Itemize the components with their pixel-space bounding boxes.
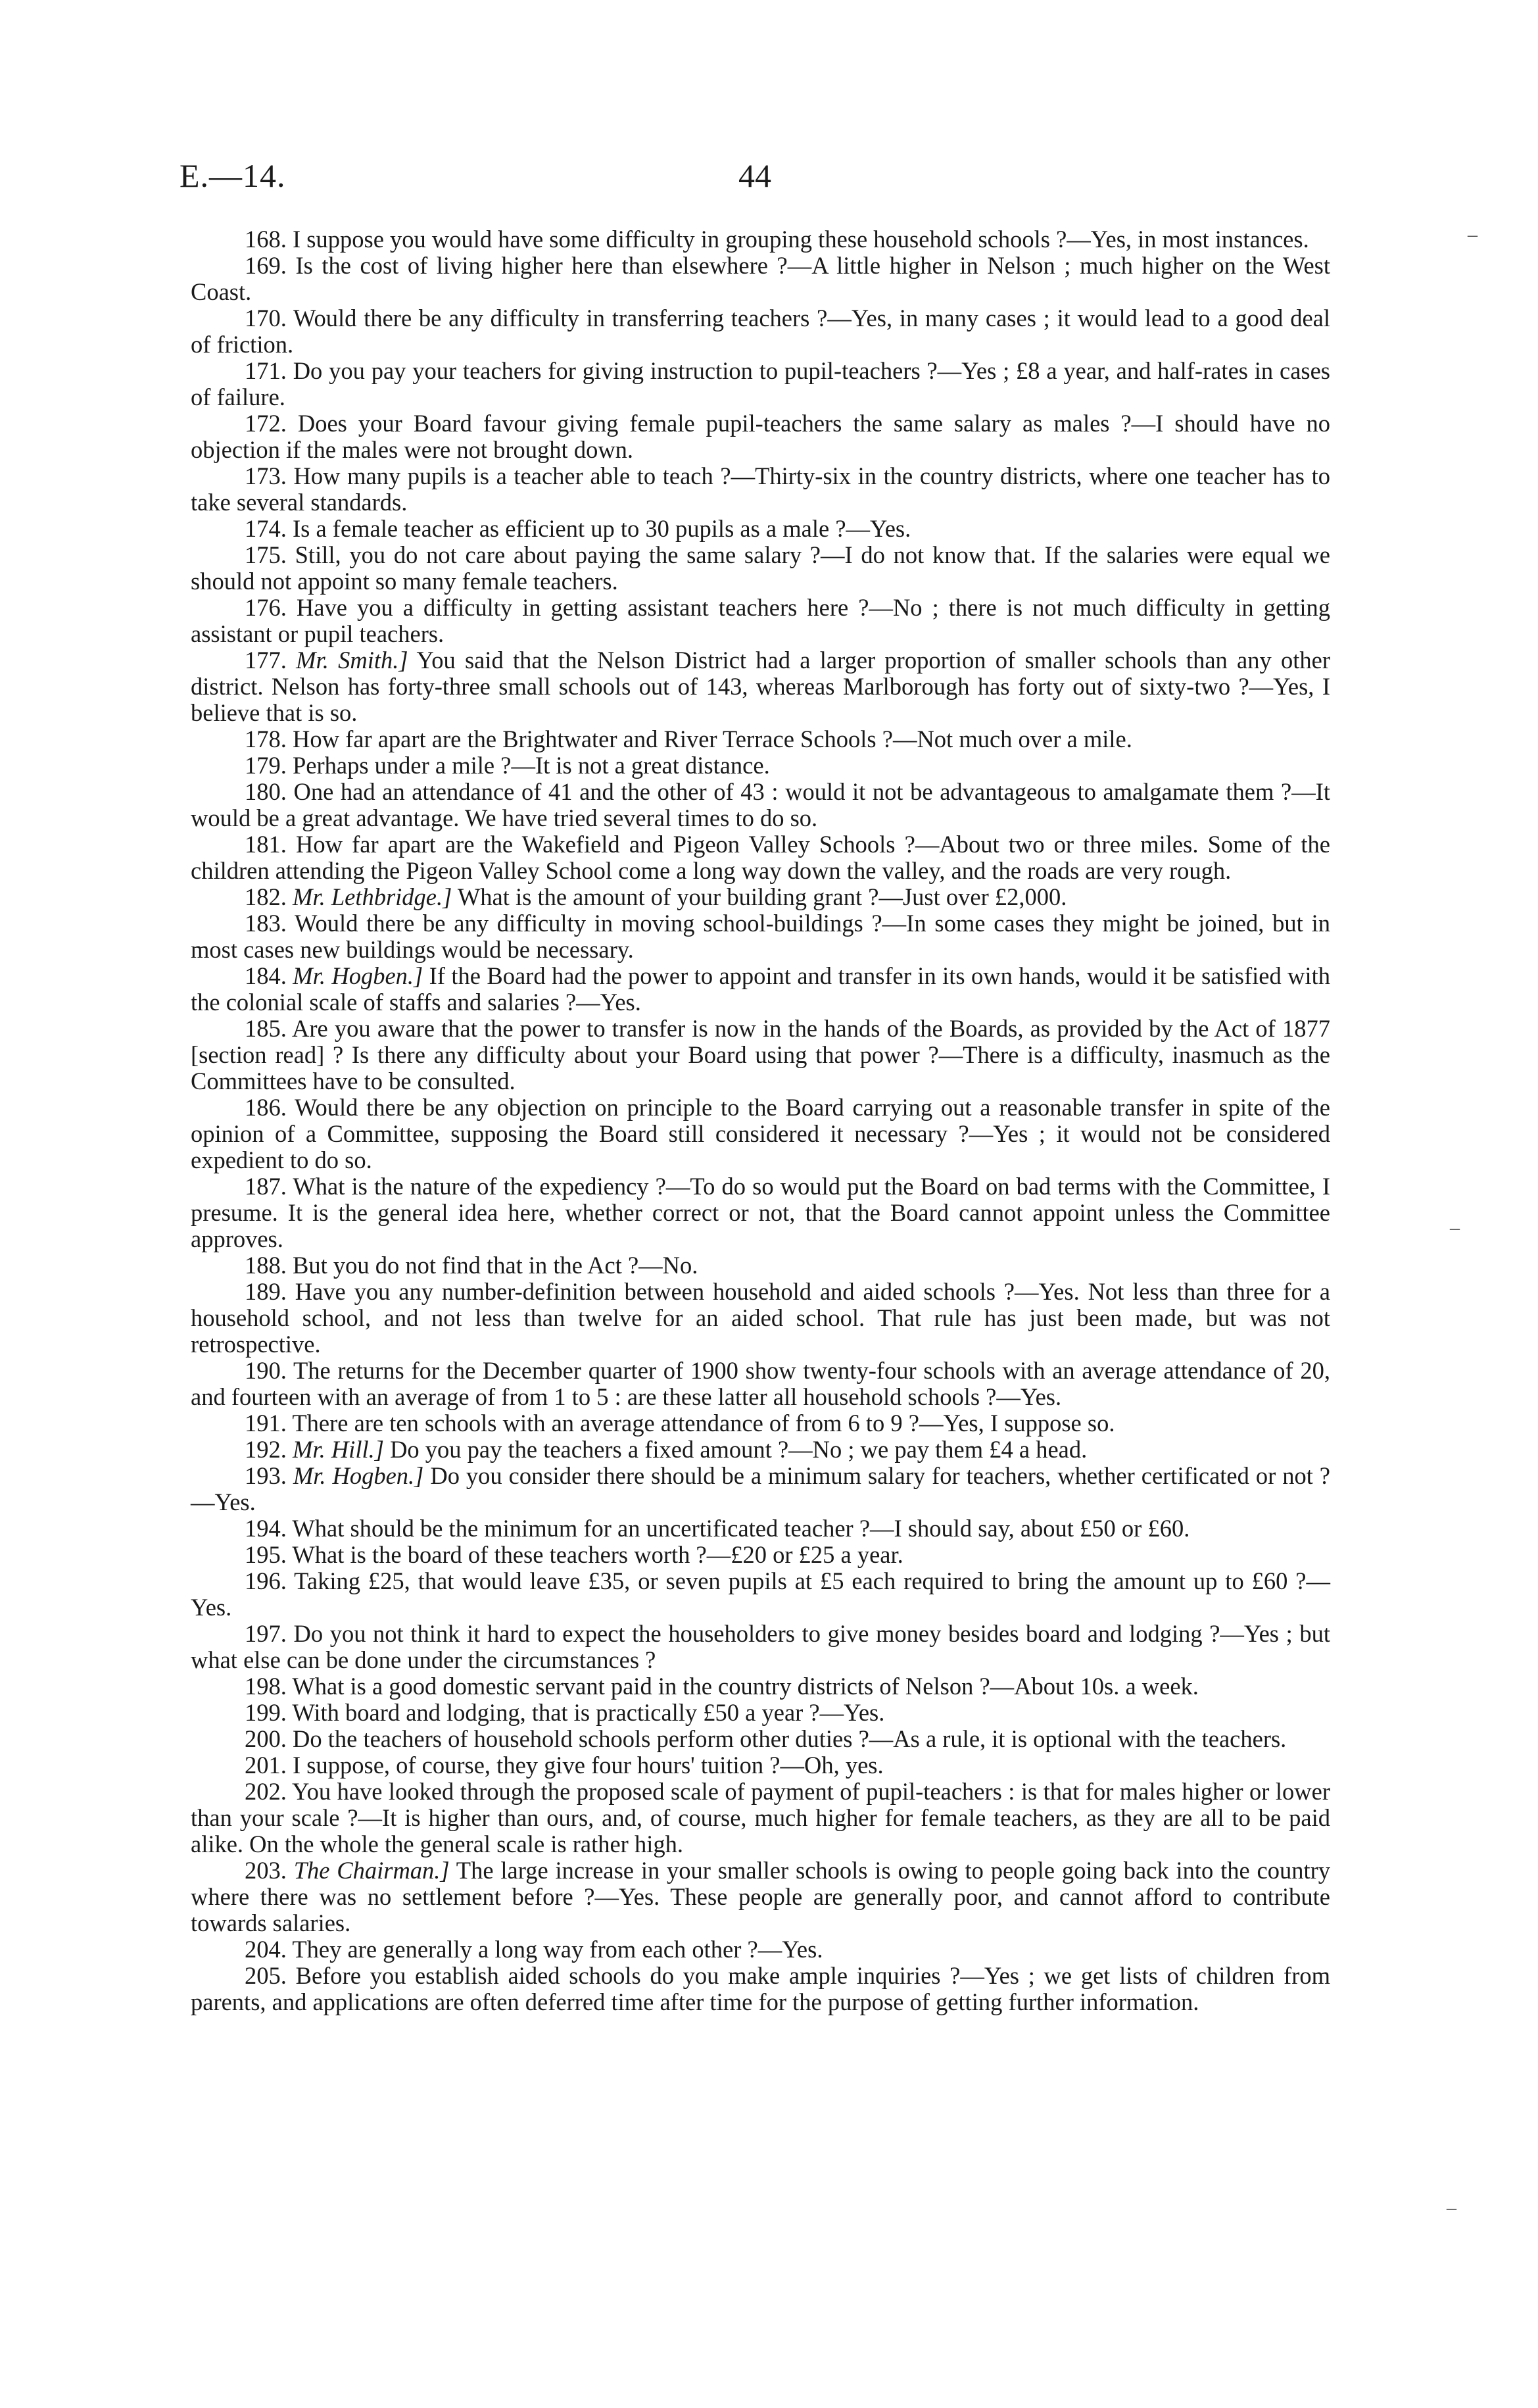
question-text: The returns for the December quarter of 1900 show twenty-four schools with an average attendance of 20, and fourteen with an average of from 1 to 5 : are these latter all household schools ?—Yes. [191, 1357, 1331, 1410]
qa-paragraph [191, 1094, 1330, 1173]
question-number: 197. [245, 1620, 287, 1647]
qa-paragraph [191, 884, 1330, 910]
qa-paragraph [191, 1726, 1330, 1752]
question-number: 189. [245, 1278, 287, 1305]
question-number: 201. [245, 1752, 287, 1779]
speaker-name: Mr. Hill.] [293, 1436, 384, 1463]
question-text: What is the board of these teachers worth ?—£20 or £25 a year. [292, 1541, 903, 1568]
question-text: I suppose you would have some difficulty in grouping these household schools ?—Yes, in most instances. [293, 226, 1309, 253]
qa-paragraph [191, 1542, 1330, 1568]
question-text: The large increase in your smaller schools is owing to people going back into the country where there was no settlement before ?—Yes. These people are generally poor, and cannot afford to contribute towards salaries. [191, 1857, 1330, 1936]
qa-paragraph [191, 226, 1330, 253]
question-number: 183. [245, 910, 287, 937]
question-number: 200. [245, 1725, 287, 1752]
question-text: I suppose, of course, they give four hours' tuition ?—Oh, yes. [293, 1752, 884, 1779]
question-number: 174. [245, 515, 287, 542]
question-text: Are you aware that the power to transfer is now in the hands of the Boards, as provided by the Act of 1877 [section read] ? Is there any difficulty about your Board using that power ?—There is a difficulty, inasmuch as the Committees have to be consulted. [191, 1015, 1330, 1094]
question-number: 190. [245, 1357, 287, 1384]
question-text: Would there be any difficulty in transferring teachers ?—Yes, in many cases ; it would lead to a good deal of friction. [191, 305, 1330, 358]
question-number: 172. [245, 410, 287, 437]
question-text: Do you consider there should be a minimum salary for teachers, whether certificated or not ?—Yes. [191, 1462, 1331, 1515]
qa-paragraph [191, 963, 1330, 1016]
question-number: 184. [245, 962, 287, 989]
speaker-name: Mr. Lethbridge.] [293, 883, 452, 910]
question-number: 173. [245, 462, 287, 489]
qa-paragraph [191, 1410, 1330, 1437]
qa-paragraph [191, 1779, 1330, 1857]
qa-paragraph [191, 516, 1330, 542]
question-number: 186. [245, 1094, 287, 1121]
qa-paragraph [191, 542, 1330, 595]
qa-paragraph [191, 463, 1330, 516]
question-text: Do you pay your teachers for giving instruction to pupil-teachers ?—Yes ; £8 a year, and half-rates in cases of failure. [191, 357, 1331, 410]
speaker-name: Mr. Hogben.] [293, 962, 423, 989]
question-text: Does your Board favour giving female pupil-teachers the same salary as males ?—I should have no objection if the males were not brought down. [191, 410, 1331, 463]
question-text: But you do not find that in the Act ?—No. [293, 1252, 698, 1279]
qa-paragraph [191, 647, 1330, 726]
qa-paragraph [191, 1673, 1330, 1700]
qa-paragraph [191, 1437, 1330, 1463]
question-number: 179. [245, 752, 287, 779]
margin-mark: ‒ [1468, 224, 1478, 245]
qa-paragraph [191, 1857, 1330, 1936]
qa-paragraph [191, 910, 1330, 963]
question-number: 175. [245, 541, 287, 568]
question-text: Before you establish aided schools do you make ample inquiries ?—Yes ; we get lists of children from parents, and applications are often deferred time after time for the purpose of getting further information. [191, 1962, 1331, 2015]
question-number: 170. [245, 305, 287, 332]
question-text: What is the nature of the expediency ?—To do so would put the Board on bad terms with the Committee, I presume. It is the general idea here, whether correct or not, that the Board cannot appoint unless the Committee approves. [191, 1173, 1331, 1252]
qa-paragraph [191, 305, 1330, 358]
question-text: Do the teachers of household schools perform other duties ?—As a rule, it is optional with the teachers. [293, 1725, 1287, 1752]
qa-paragraph [191, 1016, 1330, 1094]
qa-paragraph [191, 1568, 1330, 1621]
qa-paragraph [191, 1279, 1330, 1358]
question-number: 176. [245, 594, 287, 621]
question-number: 192. [245, 1436, 287, 1463]
question-text: Is a female teacher as efficient up to 30 pupils as a male ?—Yes. [293, 515, 911, 542]
qa-paragraph [191, 1936, 1330, 1963]
question-text: There are ten schools with an average attendance of from 6 to 9 ?—Yes, I suppose so. [292, 1410, 1115, 1437]
qa-paragraph [191, 779, 1330, 831]
question-number: 178. [245, 725, 287, 752]
question-number: 187. [245, 1173, 287, 1200]
question-text: You have looked through the proposed scale of payment of pupil-teachers : is that for males higher or lower than your scale ?—It is higher than ours, and, of course, much higher for female teachers, as they are all to be paid alike. On the whole the general scale is rather high. [191, 1778, 1330, 1857]
question-text: Perhaps under a mile ?—It is not a great distance. [293, 752, 770, 779]
question-text: How many pupils is a teacher able to teach ?—Thirty-six in the country districts, where one teacher has to take several standards. [191, 462, 1330, 516]
qa-paragraph [191, 1752, 1330, 1779]
document-body [191, 226, 1330, 2015]
question-text: One had an attendance of 41 and the other of 43 : would it not be advantageous to amalgamate them ?—It would be a great advantage. We have tried several times to do so. [191, 778, 1331, 831]
qa-paragraph [191, 1700, 1330, 1726]
speaker-name: Mr. Smith.] [296, 647, 408, 674]
qa-paragraph [191, 752, 1330, 779]
question-text: Do you pay the teachers a fixed amount ?—No ; we pay them £4 a head. [390, 1436, 1088, 1463]
question-number: 168. [245, 226, 287, 253]
qa-paragraph [191, 253, 1330, 305]
qa-paragraph [191, 1963, 1330, 2015]
qa-paragraph [191, 726, 1330, 752]
qa-paragraph [191, 1252, 1330, 1279]
qa-paragraph [191, 1173, 1330, 1252]
question-text: Still, you do not care about paying the same salary ?—I do not know that. If the salaries were equal we should not appoint so many female teachers. [191, 541, 1331, 595]
question-text: They are generally a long way from each other ?—Yes. [292, 1936, 823, 1963]
question-number: 199. [245, 1699, 287, 1726]
question-number: 182. [245, 883, 287, 910]
question-number: 204. [245, 1936, 287, 1963]
page-number: 44 [738, 157, 771, 194]
question-text: Have you a difficulty in getting assistant teachers here ?—No ; there is not much difficulty in getting assistant or pupil teachers. [191, 594, 1330, 647]
question-text: Taking £25, that would leave £35, or seven pupils at £5 each required to bring the amount up to £60 ?—Yes. [191, 1567, 1330, 1621]
qa-paragraph [191, 1463, 1330, 1515]
document-reference: E.—14. [180, 157, 286, 194]
qa-paragraph [191, 831, 1330, 884]
question-number: 194. [245, 1515, 287, 1542]
question-text: You said that the Nelson District had a larger proportion of smaller schools than any other district. Nelson has forty-three small schools out of 143, whereas Marlborough has forty out of sixty-two ?—Yes, I believe that is so. [191, 647, 1330, 726]
question-number: 202. [245, 1778, 287, 1805]
question-text: How far apart are the Wakefield and Pigeon Valley Schools ?—About two or three miles. Some of the children attending the Pigeon Valley School come a long way down the valley, and the roads are very rough. [191, 831, 1330, 884]
question-number: 191. [245, 1410, 287, 1437]
question-text: Do you not think it hard to expect the householders to give money besides board and lodging ?—Yes ; but what else can be done under the circumstances ? [191, 1620, 1330, 1673]
question-text: Have you any number-definition between household and aided schools ?—Yes. Not less than three for a household school, and not less than twelve for an aided school. That rule has just been made, but was not retrospective. [191, 1278, 1330, 1358]
question-number: 205. [245, 1962, 287, 1989]
question-text: What is the amount of your building grant ?—Just over £2,000. [457, 883, 1067, 910]
question-number: 169. [245, 252, 287, 279]
qa-paragraph [191, 358, 1330, 410]
qa-paragraph [191, 1621, 1330, 1673]
question-text: With board and lodging, that is practically £50 a year ?—Yes. [292, 1699, 885, 1726]
question-text: Is the cost of living higher here than elsewhere ?—A little higher in Nelson ; much higher on the West Coast. [191, 252, 1331, 305]
question-number: 171. [245, 357, 287, 384]
question-number: 180. [245, 778, 287, 805]
qa-paragraph [191, 1515, 1330, 1542]
qa-paragraph [191, 1358, 1330, 1410]
question-number: 193. [245, 1462, 287, 1489]
margin-mark: ‒ [1447, 2197, 1456, 2219]
question-number: 177. [245, 647, 287, 674]
question-number: 185. [245, 1015, 287, 1042]
question-number: 198. [245, 1673, 287, 1700]
margin-mark: ‒ [1450, 1217, 1460, 1239]
qa-paragraph [191, 410, 1330, 463]
qa-paragraph [191, 595, 1330, 647]
question-number: 188. [245, 1252, 287, 1279]
question-number: 196. [245, 1567, 287, 1594]
question-text: If the Board had the power to appoint and transfer in its own hands, would it be satisfied with the colonial scale of staffs and salaries ?—Yes. [191, 962, 1331, 1016]
question-number: 181. [245, 831, 287, 858]
question-text: What should be the minimum for an uncertificated teacher ?—I should say, about £50 or £60. [292, 1515, 1190, 1542]
question-text: How far apart are the Brightwater and River Terrace Schools ?—Not much over a mile. [293, 725, 1132, 752]
speaker-name: The Chairman.] [293, 1857, 450, 1884]
question-number: 203. [245, 1857, 287, 1884]
page-header [0, 157, 1538, 209]
question-text: Would there be any difficulty in moving school-buildings ?—In some cases they might be joined, but in most cases new buildings would be necessary. [191, 910, 1330, 963]
speaker-name: Mr. Hogben.] [293, 1462, 424, 1489]
question-text: What is a good domestic servant paid in the country districts of Nelson ?—About 10s. a week. [292, 1673, 1199, 1700]
question-text: Would there be any objection on principle to the Board carrying out a reasonable transfer in spite of the opinion of a Committee, supposing the Board still considered it necessary ?—Yes ; it would not be considered expedient to do so. [191, 1094, 1331, 1173]
question-number: 195. [245, 1541, 287, 1568]
